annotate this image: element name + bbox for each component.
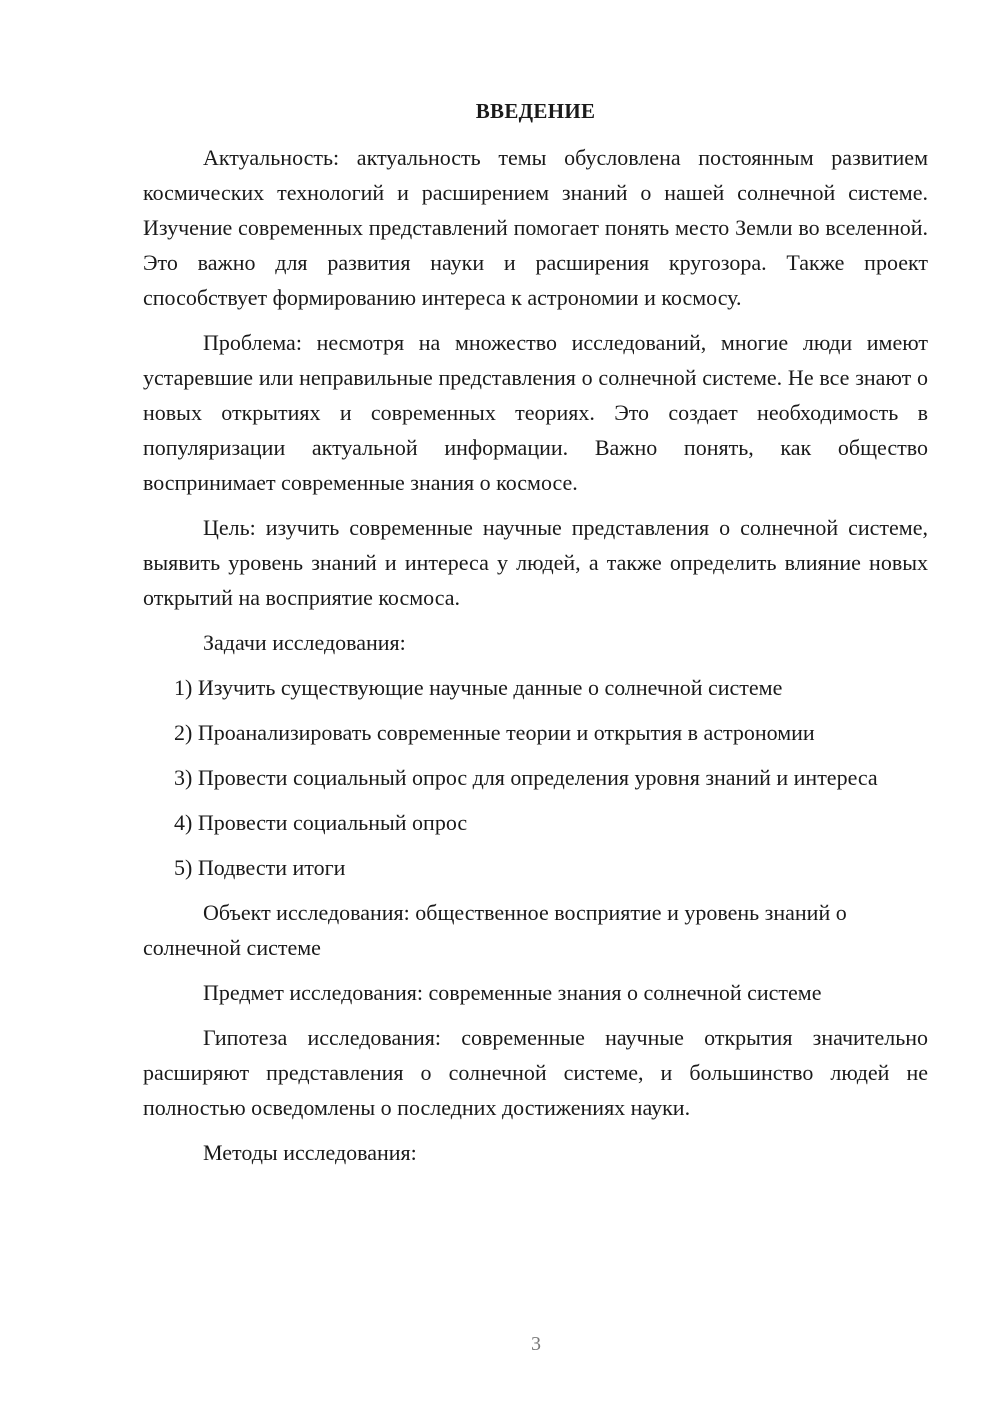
goal-paragraph: Цель: изучить современные научные представления о солнечной системе, выявить уровень знаний и интереса у людей, а также определить влияние новых открытий на восприятие космоса. [143,515,928,610]
list-item: 2) Проанализировать современные теории и открытия в астрономии [174,720,815,745]
section-title: ВВЕДЕНИЕ [475,99,596,123]
methods-heading: Методы исследования: [203,1140,417,1165]
object-paragraph: Объект исследования: общественное восприятие и уровень знаний о солнечной системе [143,900,847,960]
tasks-list [143,670,928,885]
tasks-heading: Задачи исследования: [203,630,406,655]
problem-paragraph: Проблема: несмотря на множество исследований, многие люди имеют устаревшие или неправильные представления о солнечной системе. Не все знают о новых открытиях и современных теориях. Это создает необходимость в популяризации актуальной информации. Важно понять, как общество воспринимает современные знания о космосе. [143,330,928,495]
list-item: 4) Провести социальный опрос [174,810,468,835]
relevance-paragraph: Актуальность: актуальность темы обусловлена постоянным развитием космических технологий и расширением знаний о нашей солнечной системе. Изучение современных представлений помогает понять место Земли во вселенной. Это важно для развития науки и расширения кругозора. Также проект способствует формированию интереса к астрономии и космосу. [143,145,928,310]
page-number: 3 [531,1333,541,1355]
subject-paragraph: Предмет исследования: современные знания о солнечной системе [203,980,822,1005]
document-page [143,94,928,1180]
list-item: 5) Подвести итоги [174,855,346,880]
hypothesis-paragraph: Гипотеза исследования: современные научные открытия значительно расширяют представления о солнечной системе, и большинство людей не полностью осведомлены о последних достижениях науки. [143,1025,928,1120]
list-item: 1) Изучить существующие научные данные о солнечной системе [174,675,783,700]
list-item: 3) Провести социальный опрос для определения уровня знаний и интереса [174,765,878,790]
